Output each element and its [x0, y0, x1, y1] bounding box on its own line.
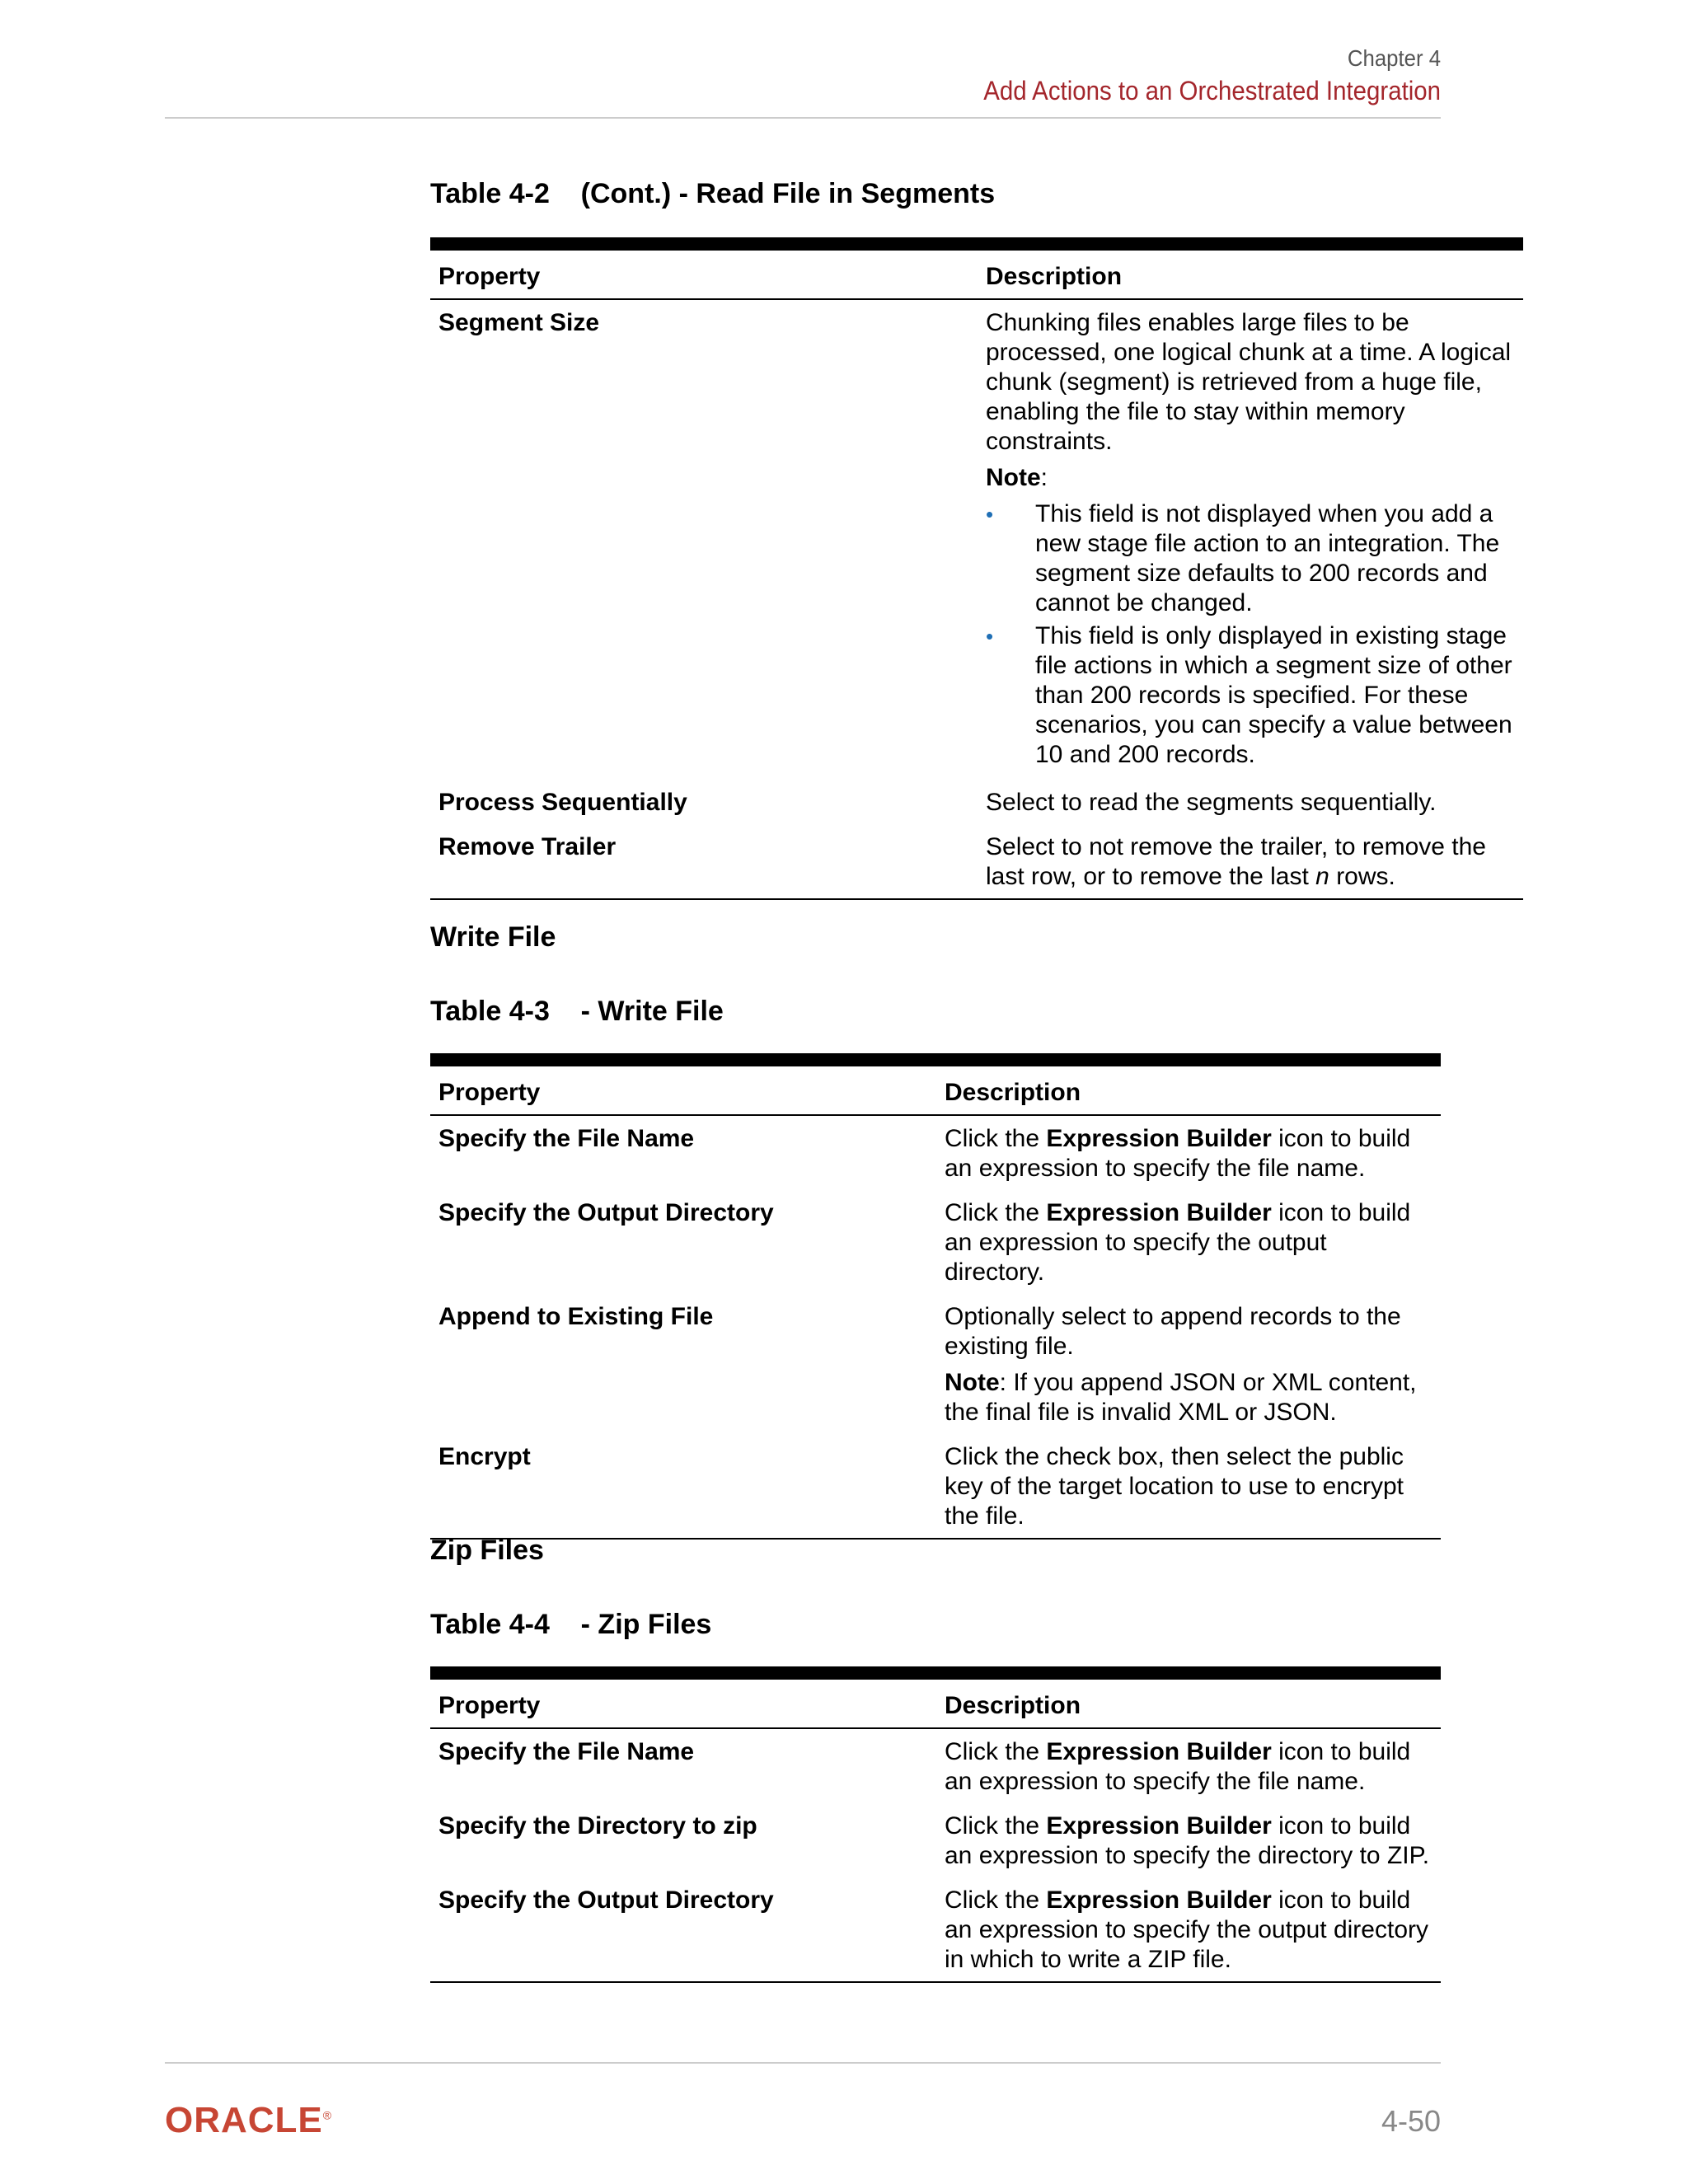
logo-text: ORACLE: [165, 2100, 323, 2140]
note: [945, 1368, 1432, 1427]
bullet-text: This field is only displayed in existing stage file actions in which a segment size of other than 200 records is specified. For these scenarios, you can specify a value between 10 and 200 records.: [1035, 622, 1512, 768]
list-item: [986, 621, 1515, 770]
table-row: [430, 1728, 1441, 1803]
description-text: Click the: [945, 1738, 1047, 1765]
description-text: Select to not remove the trailer, to remove the last row, or to remove the last: [986, 833, 1486, 890]
description-text: icon to build an expression to specify the file name.: [945, 1738, 1411, 1795]
property-cell: Specify the Output Directory: [430, 1877, 936, 1982]
description-cell: [978, 824, 1523, 899]
footer-divider: [165, 2062, 1441, 2064]
table-row: [430, 1190, 1441, 1294]
property-cell: Specify the Directory to zip: [438, 1812, 757, 1840]
list-item: [986, 499, 1515, 618]
description-text: icon to build an expression to specify the file name.: [945, 1125, 1411, 1182]
description-cell: [936, 1877, 1441, 1982]
property-cell: Process Sequentially: [438, 789, 687, 816]
chapter-label: Chapter 4: [1347, 45, 1441, 71]
italic-variable: n: [1315, 863, 1329, 890]
table-row: [430, 1803, 1441, 1877]
bullet-icon: •: [986, 502, 994, 527]
column-header-property: Property: [430, 1066, 936, 1115]
write-file-heading: Write File: [430, 921, 556, 953]
table-4-2: [430, 237, 1523, 900]
note-label: Note: [945, 1369, 1000, 1396]
property-cell: Segment Size: [438, 309, 600, 336]
description-cell: [936, 1803, 1441, 1877]
page-number: 4-50: [1381, 2104, 1441, 2138]
section-title: Add Actions to an Orchestrated Integration: [983, 76, 1441, 105]
column-header-property: Property: [430, 251, 978, 299]
description-cell: [936, 1728, 1441, 1803]
table-row: [430, 299, 1523, 780]
property-cell: Append to Existing File: [438, 1303, 714, 1330]
description-text: Click the: [945, 1125, 1047, 1152]
description-text: rows.: [1329, 863, 1395, 890]
column-header-description: Description: [936, 1680, 1441, 1728]
description-cell: Select to read the segments sequentially.: [986, 789, 1437, 816]
note-text: : If you append JSON or XML content, the final file is invalid XML or JSON.: [945, 1369, 1417, 1426]
table-4-2-caption: Table 4-2 (Cont.) - Read File in Segments: [430, 178, 996, 209]
description-text: Click the: [945, 1199, 1047, 1226]
description-text: icon to build an expression to specify the output directory in which to write a ZIP file.: [945, 1886, 1428, 1973]
table-row: [430, 1294, 1441, 1434]
description-cell: [936, 1190, 1441, 1294]
ui-term: Expression Builder: [1046, 1886, 1272, 1914]
description-text: icon to build an expression to specify the directory to ZIP.: [945, 1812, 1430, 1869]
property-cell: Encrypt: [430, 1434, 936, 1539]
table-row: [430, 824, 1523, 899]
description-cell: [936, 1294, 1441, 1434]
oracle-logo: [165, 2100, 332, 2141]
property-cell: Specify the File Name: [438, 1125, 695, 1152]
column-header-description: Description: [978, 251, 1523, 299]
bullet-text: This field is not displayed when you add a new stage file action to an integration. The segment size defaults to 200 records and cannot be changed.: [1035, 500, 1500, 616]
table-row: [430, 1877, 1441, 1982]
description-cell: [978, 299, 1523, 780]
ui-term: Expression Builder: [1046, 1199, 1272, 1226]
note-bullet-list: [986, 499, 1515, 770]
header-divider: [165, 117, 1441, 119]
note: [986, 463, 1515, 493]
zip-files-heading: Zip Files: [430, 1535, 544, 1566]
table-row: [430, 780, 1523, 824]
table-4-4-caption: Table 4-4 - Zip Files: [430, 1609, 712, 1640]
property-cell: Remove Trailer: [430, 824, 978, 899]
description-cell: Click the check box, then select the public key of the target location to use to encrypt the file.: [936, 1434, 1441, 1539]
bullet-icon: •: [986, 624, 994, 649]
table-4-4: [430, 1666, 1441, 1983]
note-label: Note: [986, 464, 1041, 491]
registered-mark: ®: [322, 2108, 333, 2122]
table-row: [430, 1434, 1441, 1539]
description-text: icon to build an expression to specify the output directory.: [945, 1199, 1411, 1286]
description-text: Optionally select to append records to the existing file.: [945, 1303, 1401, 1360]
table-4-3: [430, 1053, 1441, 1540]
column-header-description: Description: [936, 1066, 1441, 1115]
description-text: Click the: [945, 1886, 1047, 1914]
column-header-property: Property: [430, 1680, 936, 1728]
table-row: [430, 1115, 1441, 1190]
property-cell: Specify the Output Directory: [438, 1199, 774, 1226]
page-header: [944, 45, 1441, 107]
ui-term: Expression Builder: [1046, 1738, 1272, 1765]
description-text: Chunking files enables large files to be processed, one logical chunk at a time. A logical chunk (segment) is retrieved from a huge file, enabling the file to stay within memory constraints.: [986, 309, 1512, 455]
ui-term: Expression Builder: [1046, 1812, 1272, 1840]
note-suffix: :: [1040, 464, 1048, 491]
property-cell: Specify the File Name: [438, 1738, 695, 1765]
description-cell: [936, 1115, 1441, 1190]
description-text: Click the: [945, 1812, 1047, 1840]
ui-term: Expression Builder: [1046, 1125, 1272, 1152]
table-4-3-caption: Table 4-3 - Write File: [430, 996, 724, 1027]
